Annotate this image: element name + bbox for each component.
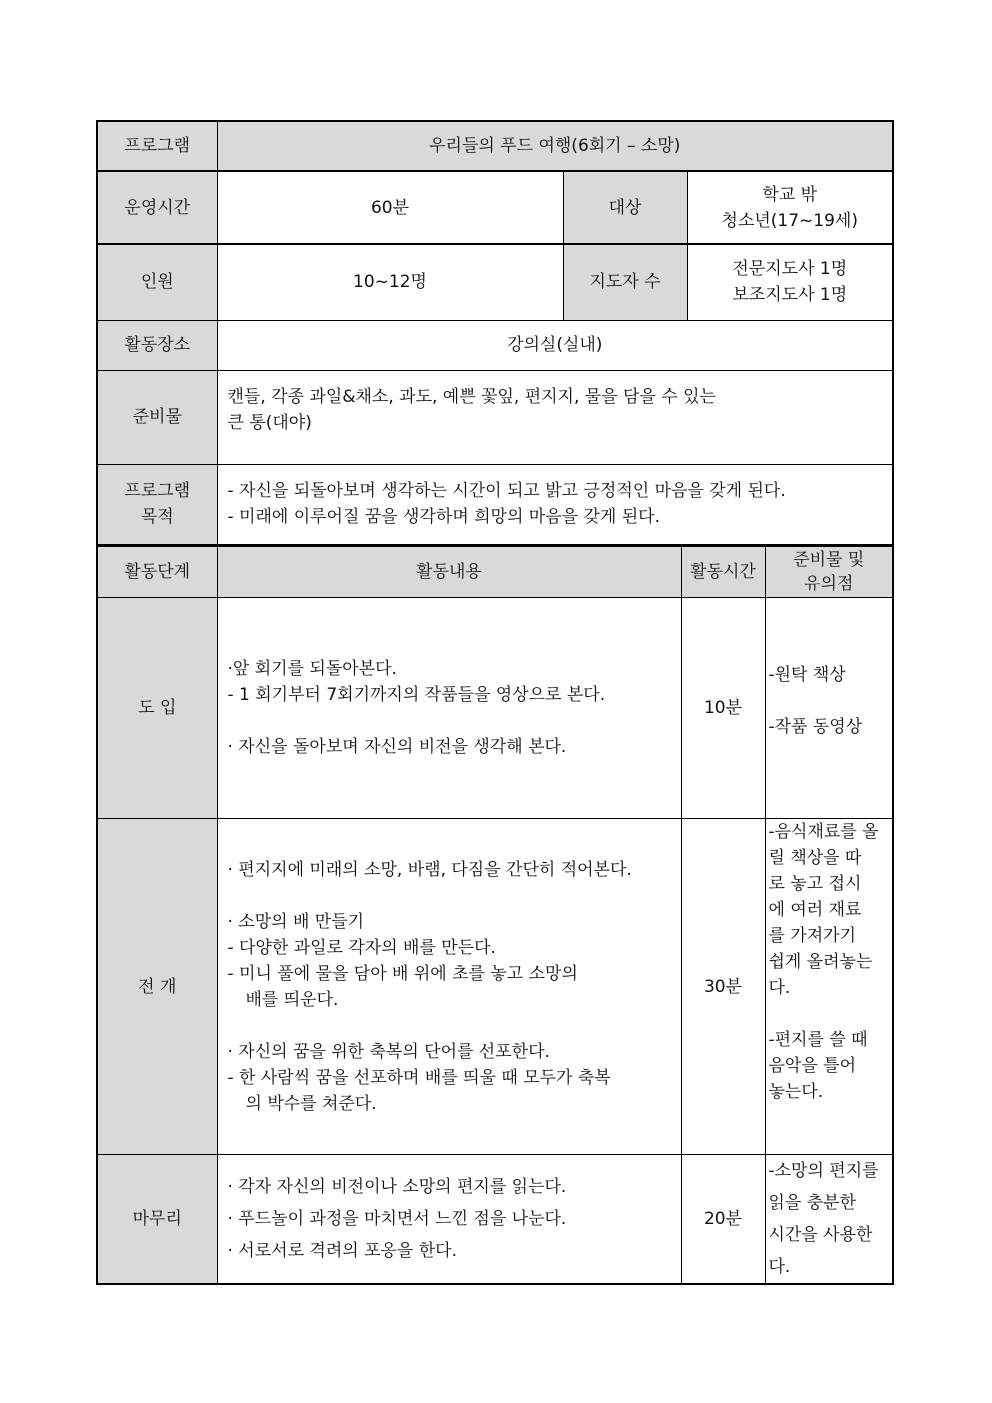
- instructors-label: 지도자 수: [563, 244, 687, 320]
- purpose-label-line-2: 목적: [140, 507, 174, 528]
- activity-row-main: [97, 819, 893, 1155]
- content-gap: [228, 883, 677, 909]
- content-gap: [228, 708, 677, 734]
- content-line: ·앞 회기를 되돌아본다.: [227, 659, 397, 679]
- header-time: 활동시간: [681, 547, 765, 598]
- note-line: 읽을 충분한: [768, 1193, 857, 1213]
- stage-closing: 마무리: [97, 1155, 217, 1285]
- time-intro: 10분: [681, 598, 765, 819]
- notes-closing: [765, 1155, 893, 1285]
- row-program: [97, 121, 893, 171]
- duration-label: 운영시간: [97, 171, 217, 244]
- content-main: [217, 819, 681, 1155]
- note-line: 로 놓고 접시: [768, 874, 862, 894]
- content-line: 의 박수를 쳐준다.: [245, 1093, 377, 1114]
- content-line: - 다양한 과일로 각자의 배를 만든다.: [227, 937, 496, 958]
- target-line-1: 학교 밖: [762, 184, 818, 205]
- content-line: 배를 띄운다.: [245, 989, 339, 1010]
- target-line-2: 청소년(17~19세): [721, 210, 858, 231]
- note-line: 다.: [768, 978, 791, 998]
- header-notes: [765, 547, 893, 598]
- notes-main: [765, 819, 893, 1155]
- note-line: -작품 동영상: [768, 717, 863, 737]
- content-intro: [217, 598, 681, 819]
- content-line: - 1 회기부터 7회기까지의 작품들을 영상으로 본다.: [227, 685, 606, 705]
- header-notes-line-2: 유의점: [804, 574, 854, 594]
- note-gap: [769, 688, 890, 714]
- purpose-item-2: - 미래에 이루어질 꿈을 생각하며 희망의 마음을 갖게 된다.: [227, 507, 660, 528]
- content-gap: [228, 1013, 677, 1039]
- place-value: 강의실(실내): [217, 320, 893, 370]
- row-duration: [97, 171, 893, 244]
- header-content: 활동내용: [217, 547, 681, 598]
- note-line: -음식재료를 올: [768, 822, 879, 842]
- program-label: 프로그램: [97, 121, 217, 171]
- note-line: 에 여러 재료: [768, 900, 862, 920]
- header-notes-line-1: 준비물 및: [793, 550, 865, 570]
- content-line: · 소망의 배 만들기: [227, 911, 365, 932]
- duration-value: 60분: [217, 171, 563, 244]
- row-place: [97, 320, 893, 370]
- materials-line-1: 캔들, 각종 과일&채소, 과도, 예쁜 꽃잎, 편지지, 물을 담을 수 있는: [227, 387, 716, 407]
- stage-main: 전 개: [97, 819, 217, 1155]
- row-materials: [97, 370, 893, 464]
- time-closing: 20분: [681, 1155, 765, 1285]
- content-closing: [217, 1155, 681, 1285]
- note-line: -원탁 책상: [768, 665, 846, 685]
- activity-header-row: [97, 547, 893, 598]
- content-line: · 자신을 돌아보며 자신의 비전을 생각해 본다.: [227, 737, 567, 757]
- instructors-value: [687, 244, 893, 320]
- row-people: [97, 244, 893, 320]
- purpose-label-line-1: 프로그램: [124, 481, 191, 502]
- note-line: 를 가져가기: [768, 926, 857, 946]
- note-gap: [769, 1001, 890, 1027]
- content-line: - 한 사람씩 꿈을 선포하며 배를 띄울 때 모두가 축복: [227, 1067, 611, 1088]
- materials-line-2: 큰 통(대야): [227, 413, 312, 433]
- content-line: - 미니 풀에 물을 담아 배 위에 초를 놓고 소망의: [227, 963, 578, 984]
- time-main: 30분: [681, 819, 765, 1155]
- note-spacer: [769, 740, 890, 754]
- materials-label: 준비물: [97, 370, 217, 464]
- note-line: 음악을 틀어: [768, 1056, 857, 1076]
- content-line: · 푸드놀이 과정을 마치면서 느낀 점을 나눈다.: [227, 1209, 567, 1229]
- note-line: 릴 책상을 따: [768, 848, 862, 868]
- row-purpose: [97, 464, 893, 545]
- target-label: 대상: [563, 171, 687, 244]
- content-line: · 편지지에 미래의 소망, 바램, 다짐을 간단히 적어본다.: [227, 859, 632, 880]
- target-value: [687, 171, 893, 244]
- program-title: 우리들의 푸드 여행(6회기 – 소망): [217, 121, 893, 171]
- note-line: -소망의 편지를: [768, 1161, 879, 1181]
- notes-intro: [765, 598, 893, 819]
- people-value: 10~12명: [217, 244, 563, 320]
- purpose-item-1: - 자신을 되돌아보며 생각하는 시간이 되고 밝고 긍정적인 마음을 갖게 된다.: [227, 481, 786, 502]
- program-plan-document: [96, 120, 892, 1285]
- instructors-line-2: 보조지도사 1명: [732, 285, 848, 306]
- note-line: 놓는다.: [768, 1082, 824, 1102]
- purpose-label: [97, 464, 217, 545]
- program-info-table: [96, 120, 894, 546]
- note-line: -편지를 쓸 때: [768, 1030, 868, 1050]
- content-line: · 자신의 꿈을 위한 축복의 단어를 선포한다.: [227, 1041, 550, 1062]
- materials-spacer: [228, 436, 889, 450]
- note-line: 쉽게 올려놓는: [768, 952, 873, 972]
- activity-row-closing: [97, 1155, 893, 1285]
- materials-value: [217, 370, 893, 464]
- place-label: 활동장소: [97, 320, 217, 370]
- instructors-line-1: 전문지도사 1명: [732, 259, 848, 280]
- note-line: 다.: [768, 1257, 791, 1277]
- activity-table: [96, 546, 894, 1285]
- purpose-value: [217, 464, 893, 545]
- people-label: 인원: [97, 244, 217, 320]
- content-line: · 각자 자신의 비전이나 소망의 편지를 읽는다.: [227, 1177, 567, 1197]
- stage-intro: 도 입: [97, 598, 217, 819]
- header-stage: 활동단계: [97, 547, 217, 598]
- activity-row-intro: [97, 598, 893, 819]
- note-line: 시간을 사용한: [768, 1225, 873, 1245]
- content-line: · 서로서로 격려의 포옹을 한다.: [227, 1241, 457, 1261]
